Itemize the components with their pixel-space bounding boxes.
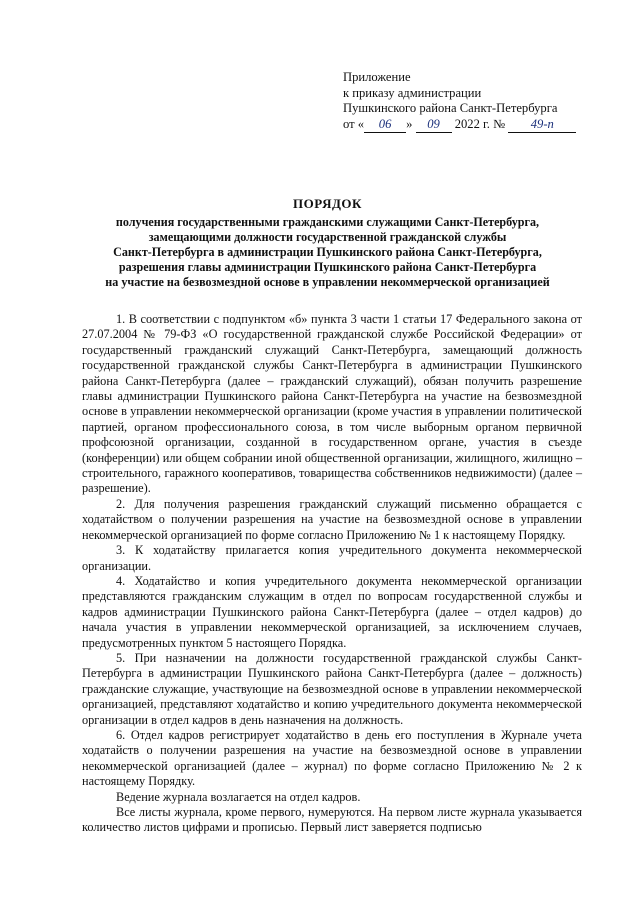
paragraph: Ведение журнала возлагается на отдел кадров. <box>116 789 361 804</box>
title-line: разрешения главы администрации Пушкинского района Санкт-Петербурга <box>118 260 537 274</box>
document-body <box>82 312 582 836</box>
date-mid: » <box>406 116 413 131</box>
order-reference: к приказу администрации <box>343 85 482 100</box>
date-prefix: от « <box>343 116 365 131</box>
paragraph: 2. Для получения разрешения гражданский служащий письменно обращается с ходатайством о получении разрешения на участие на безвозмездной основе в управлении некоммерческой организацией по форме согласно Приложению № 1 к настоящему Порядку. <box>82 496 582 542</box>
title-line: Санкт-Петербурга в администрации Пушкинского района Санкт-Петербурга, <box>113 245 542 259</box>
order-date-line <box>343 117 576 134</box>
paragraph: Все листы журнала, кроме первого, нумеруются. На первом листе журнала указывается количество листов цифрами и прописью. Первый лист заверяется подписью <box>82 805 582 835</box>
paragraph: 4. Ходатайство и копия учредительного документа некоммерческой организации представляются гражданским служащим в отдел по вопросам государственной службы и кадров администрации Пушкинского района Санкт-Петербурга (далее – отдел кадров) до начала участия в управлении некоммерческой организацией, за исключением случаев, предусмотренных пунктом 5 настоящего Порядка. <box>82 573 582 650</box>
appendix-header <box>343 70 576 133</box>
paragraph: 1. В соответствии с подпунктом «б» пункта 3 части 1 статьи 17 Федерального закона от 27.07.2004 № 79-ФЗ «О государственной гражданской службе Российской Федерации» от государственный гражданский служащий Санкт-Петербурга, замещающий должность государственной гражданской службы Санкт-Петербурга в администрации Пушкинского района Санкт-Петербурга (далее – гражданский служащий), обязан получить разрешение главы администрации Пушкинского района Санкт-Петербурга на участие на безвозмездной основе в управлении некоммерческой организации (кроме участия в управлении политической партией, органом профессионального союза, в том числе выборным органом первичной профсоюзной организации, созданной в государственном органе, участия в съезде (конференции) или общем собрании иной общественной организации, жилищного, жилищно – строительного, гаражного кооперативов, товарищества собственников недвижимости) (далее – разрешение). <box>82 312 582 496</box>
paragraph: 5. При назначении на должности государственной гражданской службы Санкт-Петербурга в администрации Пушкинского района Санкт-Петербурга (далее – должность) гражданские служащие, участвующие на безвозмездной основе в управлении некоммерческой организацией, представляют ходатайство и копию учредительного документа некоммерческой организации в отдел кадров в день назначения на должность. <box>82 650 582 727</box>
handwritten-month: 09 <box>416 117 452 134</box>
title-main: ПОРЯДОК <box>293 196 362 211</box>
appendix-label: Приложение <box>343 70 411 84</box>
handwritten-order-number: 49-п <box>508 117 576 134</box>
title-line: получения государственными гражданскими служащими Санкт-Петербурга, <box>115 215 540 229</box>
district-name: Пушкинского района Санкт-Петербурга <box>343 101 558 115</box>
handwritten-day: 06 <box>364 117 406 134</box>
paragraph: 6. Отдел кадров регистрирует ходатайство в день его поступления в Журнале учета ходатайств о получении разрешения на участие на безвозмездной основе в управлении некоммерческой организацией (далее – журнал) по форме согласно Приложению № 2 к настоящему Порядку. <box>82 727 582 789</box>
year-and-number-label: 2022 г. № <box>454 116 506 131</box>
document-title <box>80 196 575 290</box>
title-line: замещающими должности государственной гражданской службы <box>148 230 507 244</box>
title-line: на участие на безвозмездной основе в управлении некоммерческой организацией <box>105 275 550 289</box>
paragraph: 3. К ходатайству прилагается копия учредительного документа некоммерческой организации. <box>82 543 582 573</box>
